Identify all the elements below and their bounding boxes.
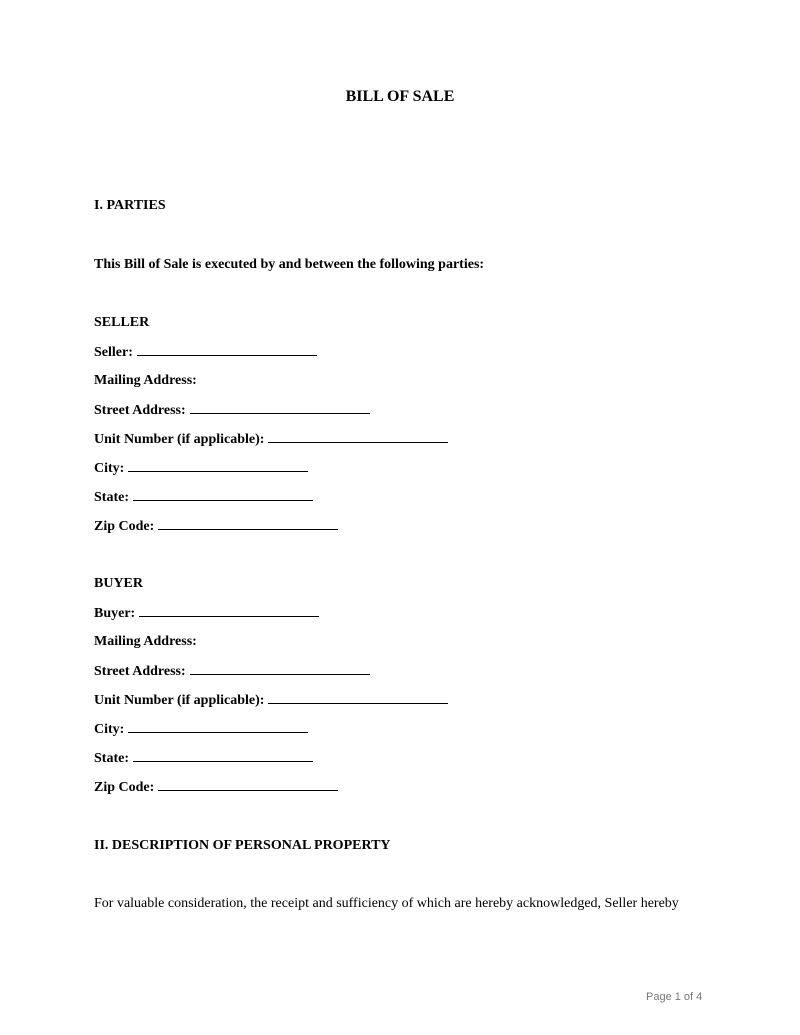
buyer-state-label: State: [94,751,129,766]
seller-name-row [94,343,317,362]
buyer-city-row [94,720,308,739]
buyer-zip-label: Zip Code: [94,780,155,795]
seller-heading: SELLER [94,315,150,330]
page-number: Page 1 of 4 [646,991,703,1003]
seller-state-row [94,488,313,507]
seller-name-field[interactable] [137,343,317,356]
seller-street-row [94,401,370,420]
seller-street-label: Street Address: [94,403,186,418]
buyer-city-field[interactable] [128,720,308,733]
buyer-zip-field[interactable] [158,778,338,791]
buyer-street-label: Street Address: [94,664,186,679]
parties-intro: This Bill of Sale is executed by and between the following parties: [94,257,485,272]
property-description-text: For valuable consideration, the receipt and sufficiency of which are hereby acknowledged, Seller hereby [94,896,679,911]
buyer-name-field[interactable] [139,604,319,617]
page-title: BILL OF SALE [345,88,455,105]
seller-zip-label: Zip Code: [94,519,155,534]
buyer-unit-label: Unit Number (if applicable): [94,693,265,708]
buyer-name-label: Buyer: [94,606,136,621]
buyer-name-row [94,604,319,623]
seller-city-label: City: [94,461,125,476]
section-heading-property: II. DESCRIPTION OF PERSONAL PROPERTY [94,838,391,853]
buyer-state-row [94,749,313,768]
buyer-street-field[interactable] [190,662,370,675]
seller-zip-field[interactable] [158,517,338,530]
seller-city-field[interactable] [128,459,308,472]
buyer-unit-field[interactable] [268,691,448,704]
seller-street-field[interactable] [190,401,370,414]
seller-unit-label: Unit Number (if applicable): [94,432,265,447]
buyer-unit-row [94,691,448,710]
seller-name-label: Seller: [94,345,133,360]
buyer-city-label: City: [94,722,125,737]
seller-unit-row [94,430,448,449]
buyer-street-row [94,662,370,681]
seller-city-row [94,459,308,478]
seller-mailing-label: Mailing Address: [94,373,197,388]
buyer-zip-row [94,778,338,797]
buyer-heading: BUYER [94,576,144,591]
buyer-mailing-label: Mailing Address: [94,634,197,649]
seller-unit-field[interactable] [268,430,448,443]
seller-state-field[interactable] [133,488,313,501]
buyer-state-field[interactable] [133,749,313,762]
seller-state-label: State: [94,490,129,505]
section-heading-parties: I. PARTIES [94,198,166,213]
seller-zip-row [94,517,338,536]
